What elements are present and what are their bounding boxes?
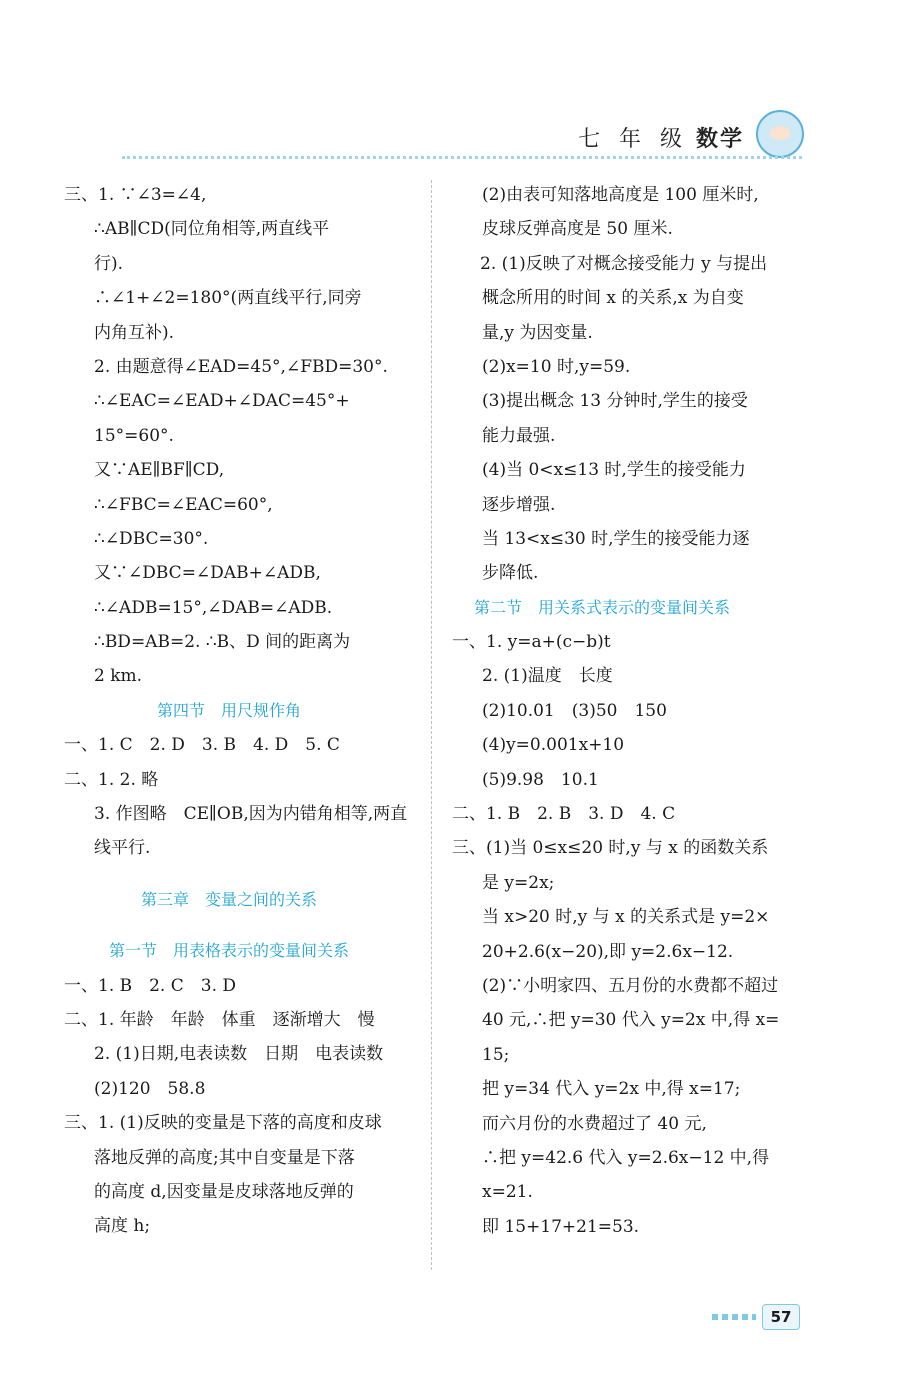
section-title: 第一节 用表格表示的变量间关系 — [108, 941, 349, 961]
answer-line: (2)x=10 时,y=59. — [482, 356, 631, 377]
mascot-icon — [756, 110, 804, 158]
answer-line: 当 x>20 时,y 与 x 的关系式是 y=2× — [482, 907, 770, 928]
answer-line: ∴把 y=42.6 代入 y=2.6x−12 中,得 — [482, 1147, 770, 1168]
answer-line: 高度 h; — [94, 1216, 151, 1237]
answer-line: 3. 作图略 CE∥OB,因为内错角相等,两直 — [94, 804, 408, 825]
subject-label: 数学 — [696, 126, 745, 152]
answer-line: ∴∠1+∠2=180°(两直线平行,同旁 — [94, 288, 362, 309]
column-divider — [431, 180, 432, 1270]
answer-line: ∴AB∥CD(同位角相等,两直线平 — [94, 219, 330, 240]
answer-line: 能力最强. — [482, 425, 556, 446]
header-title — [578, 122, 744, 153]
answer-line: 2. (1)温度 长度 — [482, 666, 613, 687]
answer-line: 线平行. — [94, 838, 151, 859]
answer-line: 皮球反弹高度是 50 厘米. — [482, 219, 673, 240]
answer-line: 20+2.6(x−20),即 y=2.6x−12. — [482, 941, 734, 962]
chapter-title: 第三章 变量之间的关系 — [140, 889, 317, 909]
answer-line: 内角互补). — [94, 322, 175, 343]
spacer — [64, 917, 394, 934]
answer-line: 40 元,∴把 y=30 代入 y=2x 中,得 x= — [482, 1010, 780, 1031]
answer-line: 逐步增强. — [482, 494, 556, 515]
answer-line: 三、1. (1)反映的变量是下落的高度和皮球 — [64, 1113, 382, 1134]
answer-line: (4)y=0.001x+10 — [482, 735, 625, 756]
answer-line: ∴∠FBC=∠EAC=60°, — [94, 494, 273, 515]
answer-line: ∴∠ADB=15°,∠DAB=∠ADB. — [94, 597, 333, 618]
footer-decoration — [712, 1314, 756, 1320]
answer-line: 行). — [94, 253, 124, 274]
answer-line: 二、1. 年龄 年龄 体重 逐渐增大 慢 — [64, 1009, 375, 1030]
answer-line: 而六月份的水费超过了 40 元, — [482, 1113, 707, 1134]
answer-line: (2)由表可知落地高度是 100 厘米时, — [482, 185, 759, 205]
answer-line: 一、1. y=a+(c−b)t — [452, 632, 611, 653]
answer-line: (5)9.98 10.1 — [482, 769, 599, 790]
spacer — [64, 866, 394, 883]
answer-line: 二、1. B 2. B 3. D 4. C — [452, 804, 676, 825]
answer-line: 三、1. ∵∠3=∠4, — [64, 185, 207, 205]
answer-line: 三、(1)当 0≤x≤20 时,y 与 x 的函数关系 — [452, 838, 769, 859]
answer-line: 把 y=34 代入 y=2x 中,得 x=17; — [482, 1079, 741, 1100]
answer-line: (2)10.01 (3)50 150 — [482, 700, 667, 721]
answer-line: (4)当 0<x≤13 时,学生的接受能力 — [482, 460, 746, 481]
answer-line: 概念所用的时间 x 的关系,x 为自变 — [482, 288, 744, 309]
section-title: 第二节 用关系式表示的变量间关系 — [474, 597, 731, 617]
answer-line: 的高度 d,因变量是皮球落地反弹的 — [94, 1181, 354, 1202]
left-column — [64, 178, 408, 1244]
answer-line: ∴BD=AB=2. ∴B、D 间的距离为 — [94, 632, 351, 653]
answer-line: 当 13<x≤30 时,学生的接受能力逐 — [482, 528, 750, 549]
answer-line: 2. (1)日期,电表读数 日期 电表读数 — [94, 1044, 384, 1065]
right-column — [452, 178, 812, 1244]
answer-line: 二、1. 2. 略 — [64, 769, 159, 790]
answer-line: ∴∠DBC=30°. — [94, 528, 209, 549]
answer-line: 量,y 为因变量. — [482, 322, 593, 343]
answer-line: (2)120 58.8 — [94, 1078, 206, 1099]
answer-line: 落地反弹的高度;其中自变量是下落 — [94, 1147, 355, 1168]
answer-line: 15°=60°. — [94, 425, 174, 446]
answer-line: 即 15+17+21=53. — [482, 1216, 640, 1237]
answer-line: 15; — [482, 1044, 510, 1065]
answer-line: 是 y=2x; — [482, 872, 555, 893]
answer-line: 又∵AE∥BF∥CD, — [94, 460, 225, 481]
answer-line: 2 km. — [94, 666, 143, 687]
answer-line: x=21. — [482, 1182, 533, 1203]
answer-line: ∴∠EAC=∠EAD+∠DAC=45°+ — [94, 391, 350, 412]
page-header — [560, 118, 820, 158]
page-footer — [712, 1304, 812, 1330]
answer-line: (2)∵小明家四、五月份的水费都不超过 — [482, 975, 779, 996]
page-number: 57 — [762, 1304, 800, 1330]
answer-line: 一、1. B 2. C 3. D — [64, 975, 237, 996]
answer-line: 一、1. C 2. D 3. B 4. D 5. C — [64, 735, 340, 756]
grade-label: 七 年 级 — [578, 127, 688, 152]
header-dotted-divider — [122, 156, 802, 159]
answer-line: 2. 由题意得∠EAD=45°,∠FBD=30°. — [94, 356, 388, 377]
answer-line: 2. (1)反映了对概念接受能力 y 与提出 — [480, 253, 768, 274]
answer-line: (3)提出概念 13 分钟时,学生的接受 — [482, 391, 748, 412]
answer-line: 又∵∠DBC=∠DAB+∠ADB, — [94, 563, 321, 584]
answer-line: 步降低. — [482, 563, 539, 584]
section-title: 第四节 用尺规作角 — [156, 700, 301, 720]
